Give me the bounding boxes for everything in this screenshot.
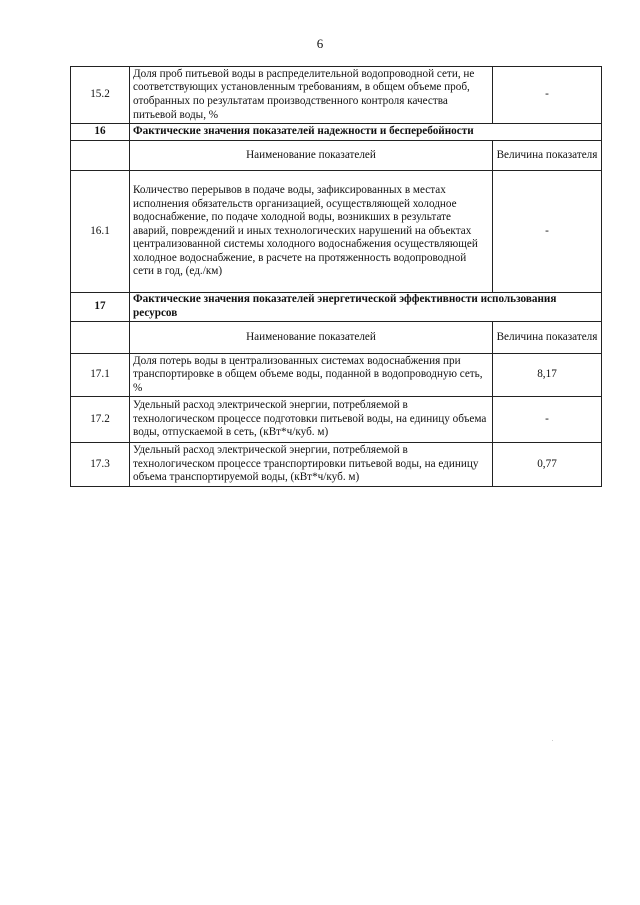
- table-row-17-3: [71, 443, 602, 487]
- table-row-15-2: [71, 67, 602, 124]
- table-row-17-2: [71, 397, 602, 443]
- header-name-label: Наименование показателей: [130, 141, 493, 171]
- indicator-name: Удельный расход электрической энергии, потребляемой в технологическом процессе подготовки питьевой воды, на единицу объема воды, отпускаемой в сеть, (кВт*ч/куб. м): [130, 397, 493, 443]
- row-number: 16.1: [71, 171, 130, 293]
- section-title: Фактические значения показателей надежности и бесперебойности: [130, 124, 602, 141]
- header-value-label: Величина показателя: [493, 141, 602, 171]
- row-number: 17.2: [71, 397, 130, 443]
- section-row-16: [71, 124, 602, 141]
- row-number: 17.1: [71, 354, 130, 397]
- indicator-value: 0,77: [493, 443, 602, 487]
- header-row: [71, 322, 602, 354]
- table-row-17-1: [71, 354, 602, 397]
- indicator-name: Удельный расход электрической энергии, потребляемой в технологическом процессе транспортировки питьевой воды, на единицу объема транспортируемой воды, (кВт*ч/куб. м): [130, 443, 493, 487]
- header-empty-cell: [71, 141, 130, 171]
- header-empty-cell: [71, 322, 130, 354]
- indicator-value: 8,17: [493, 354, 602, 397]
- indicator-value: -: [493, 397, 602, 443]
- indicators-table: [70, 66, 602, 487]
- section-number: 17: [71, 293, 130, 322]
- page-number: 6: [316, 36, 324, 51]
- indicator-value: -: [493, 171, 602, 293]
- header-row: [71, 141, 602, 171]
- indicator-name: Количество перерывов в подаче воды, зафиксированных в местах исполнения обязательств организацией, осуществляющей холодное водоснабжение, по подаче холодной воды, возникших в результате аварий, повреждений и иных технологических нарушений на объектах централизованной системы холодного водоснабжения осуществляющей холодное водоснабжение, в расчете на протяженность водопроводной сети в год, (ед./км): [130, 171, 493, 293]
- table-row-16-1: [71, 171, 602, 293]
- section-row-17: [71, 293, 602, 322]
- section-title: Фактические значения показателей энергетической эффективности использования ресурсов: [130, 293, 602, 322]
- row-number: 17.3: [71, 443, 130, 487]
- row-number: 15.2: [71, 67, 130, 124]
- indicator-name: Доля потерь воды в централизованных системах водоснабжения при транспортировке в общем объеме воды, поданной в водопроводную сеть, %: [130, 354, 493, 397]
- indicator-name: Доля проб питьевой воды в распределительной водопроводной сети, не соответствующих установленным требованиям, в общем объеме проб, отобранных по результатам производственного контроля качества питьевой воды, %: [130, 67, 493, 124]
- indicator-value: -: [493, 67, 602, 124]
- header-name-label: Наименование показателей: [130, 322, 493, 354]
- scan-speck: [552, 740, 553, 741]
- section-number: 16: [71, 124, 130, 141]
- header-value-label: Величина показателя: [493, 322, 602, 354]
